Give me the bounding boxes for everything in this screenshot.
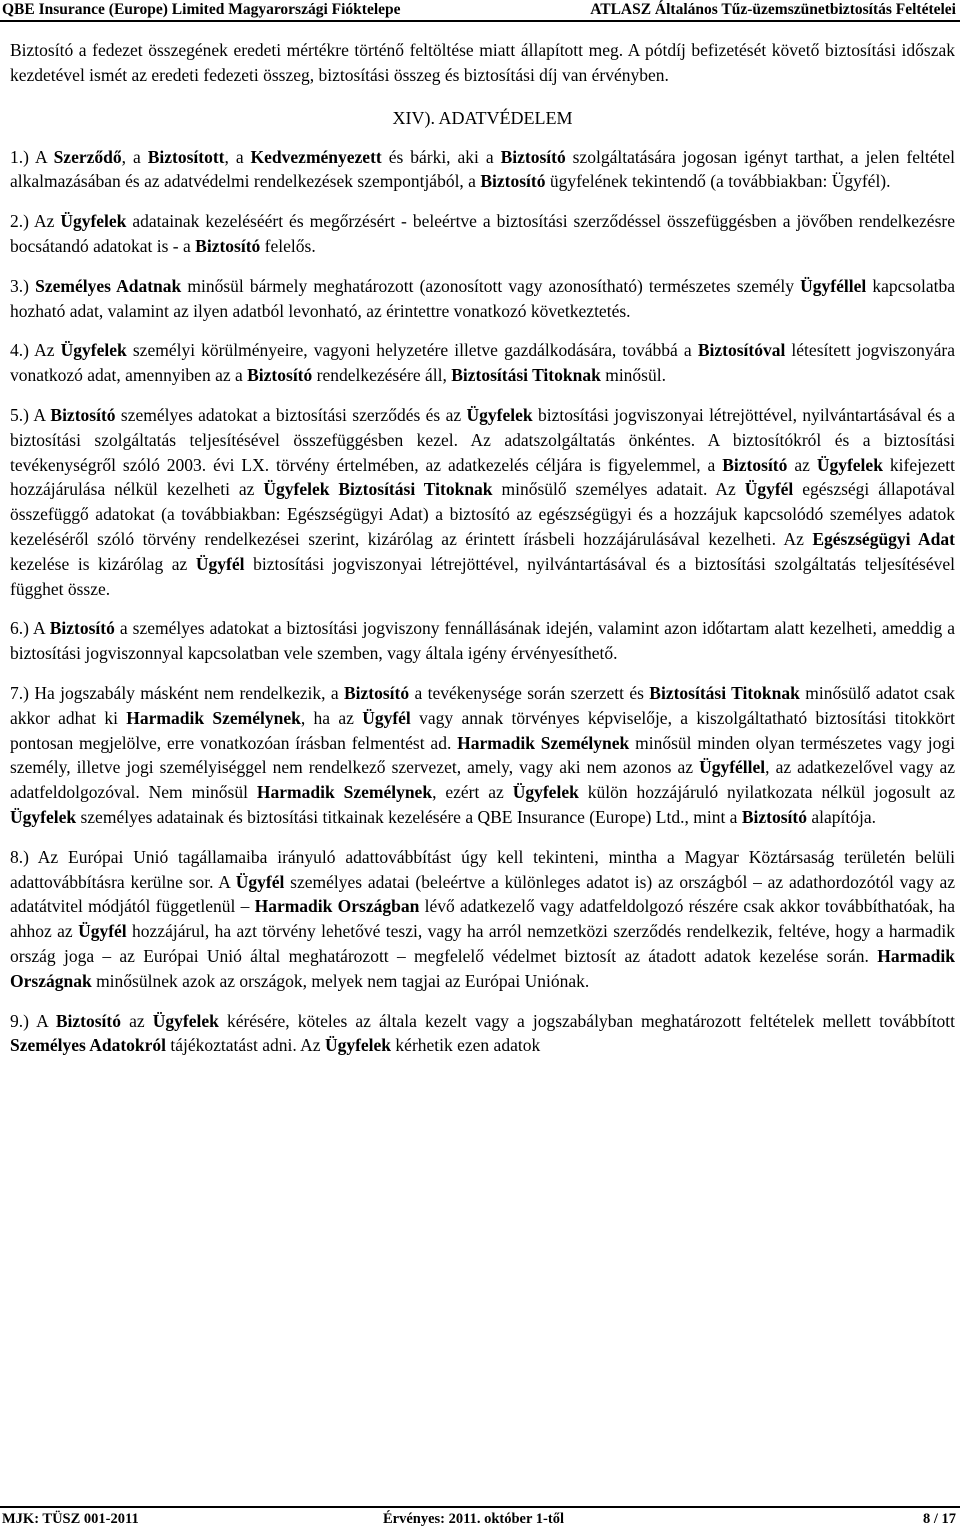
bold-term: Biztosító: [49, 618, 115, 639]
bold-term: Kedvezményezett: [250, 146, 382, 167]
paragraph-text: szolgáltatására jogosan igényt tarthat, a jelen feltétel alkalmazásában és az adatvédelmi rendelkezések szempontjából, a: [10, 146, 955, 192]
bold-term: Ügyfelek: [466, 404, 533, 425]
bold-term: Szerződő: [53, 146, 122, 167]
paragraph-number: 7.): [10, 682, 29, 703]
paragraph-text: személyi körülményeire, vagyoni helyzetére illetve gazdálkodására, továbbá a: [126, 340, 698, 361]
bold-term: Egészségügyi Adat: [812, 528, 955, 549]
paragraph-text: A: [28, 1010, 56, 1031]
bold-term: Biztosító: [55, 1010, 121, 1031]
paragraph-text: biztosítási jogviszonyai létrejöttével, nyilvántartásával és a biztosítási szolgáltatás teljesítésével összefüggésben kezel. Az adatszolgáltatás önkéntes. A biztosítókról és a biztosítási tevékenységről szóló 2003. évi LX. törvény értelmében, az adatkezelés céljára is figyelemmel, a: [10, 404, 955, 475]
footer-validity-date: Érvényes: 2011. október 1-től: [383, 1511, 564, 1527]
bold-term: Biztosított: [147, 146, 225, 167]
paragraph-text: felelős.: [260, 235, 316, 256]
bold-term: Harmadik Országban: [254, 896, 420, 917]
paragraph-text: , a: [224, 146, 251, 167]
numbered-paragraph: [10, 338, 955, 388]
paragraph-text: tájékoztatást adni. Az: [166, 1035, 325, 1056]
paragraph-text: a személyes adatokat a biztosítási jogviszony fennállásának idején, valamint azon időtartam alatt kezelheti, ameddig a biztosítási jogviszonnyal kapcsolatban vele szemben, vagy általa igény érvényesíthető.: [10, 618, 955, 664]
footer-document-code: MJK: TÜSZ 001-2011: [2, 1511, 139, 1527]
paragraph-text: külön hozzájáruló nyilatkozata nélkül jogosult az: [578, 782, 955, 803]
bold-term: Ügyfelek: [152, 1010, 219, 1031]
paragraph-number: 3.): [10, 275, 29, 296]
paragraph-text: és bárki, aki a: [381, 146, 501, 167]
bold-term: Biztosító: [722, 454, 788, 475]
paragraph-text: a tevékenysége során szerzett és: [409, 682, 650, 703]
bold-term: Ügyfél: [235, 871, 285, 892]
paragraph-number: 6.): [10, 618, 29, 639]
paragraph-text: kapcsolatba hozható adat, valamint az ilyen adatból levonható, az érintettre vonatkozó következtetés.: [10, 275, 956, 321]
paragraph-text: minősülő adatot csak akkor adhat ki: [10, 682, 955, 728]
bold-term: Személyes Adatnak: [35, 275, 182, 296]
paragraph-text: , a: [121, 146, 148, 167]
bold-term: Biztosító: [50, 404, 116, 425]
paragraph-text: rendelkezésére áll,: [312, 365, 452, 386]
document-body: [10, 38, 955, 1073]
bold-term: Ügyfelek: [60, 340, 127, 361]
bold-term: Ügyfél: [195, 553, 245, 574]
paragraph-text: Az Európai Unió tagállamaiba irányuló adattovábbítást úgy kell tekinteni, mintha a Magyar Köztársaság területén belüli adattovábbításra kerülne sor. A: [10, 846, 955, 892]
paragraph-text: személyes adatai (beleértve a különleges adatot is) az országból – az adathordozótól vagy az adatátvitel módjától függetlenül –: [10, 871, 956, 917]
bold-term: Ügyfelek: [60, 211, 127, 232]
paragraph-text: biztosítási jogviszonyai létrejöttével, nyilvántartásával és a biztosítási szolgáltatás teljesítésével függhet össze.: [10, 553, 955, 599]
paragraph-text: , az adatkezelővel vagy az adatfeldolgozóval. Nem minősül: [10, 757, 955, 803]
bold-term: Ügyféllel: [699, 757, 766, 778]
bold-term: Ügyféllel: [800, 275, 867, 296]
numbered-paragraph: [10, 209, 955, 259]
paragraph-text: kezelése is kizárólag az: [10, 553, 196, 574]
page-header: [0, 0, 960, 22]
bold-term: Ügyfelek: [324, 1035, 392, 1056]
paragraph-number: 5.): [10, 404, 29, 425]
paragraph-text: személyes adatainak és biztosítási titkainak kezelésére a QBE Insurance (Europe) Ltd., mint a: [76, 806, 742, 827]
numbered-paragraph: [10, 403, 955, 601]
paragraph-text: minősül minden olyan természetes vagy jogi személy, illetve jogi személyiséggel nem rendelkező szervezet, amely, vagy aki nem azonos az: [10, 732, 955, 778]
section-title: XIV). ADATVÉDELEM: [392, 107, 573, 128]
paragraph-text: A: [28, 146, 54, 167]
paragraph-text: hozzájárul, ha azt törvény lehetővé teszi, vagy ha arról nemzetközi szerződés rendelkezik, feltéve, hogy a harmadik ország joga – az Európai Unió által meghatározott – megfelelő védelmet biztosít az átadott adatok kezelése során.: [10, 921, 955, 966]
bold-term: Ügyfelek: [10, 806, 77, 827]
bold-term: Ügyfelek Biztosítási Titoknak: [263, 479, 493, 500]
paragraph-text: A: [28, 404, 51, 425]
paragraph-text: vagy annak törvényes képviselője, a kiszolgáltatható biztosítási titokkört pontosan megjelölve, erre vonatkozóan írásban felmentést ad.: [10, 707, 955, 753]
paragraph-text: minősülő személyes adatait. Az: [492, 479, 745, 500]
paragraph-text: minősülnek azok az országok, melyek nem tagjai az Európai Uniónak.: [91, 970, 590, 991]
bold-term: Ügyfelek: [816, 454, 883, 475]
paragraph-text: létesített jogviszonyára vonatkozó adat, amennyiben az a: [10, 340, 955, 386]
paragraph-text: lévő adatkezelő vagy adatfeldolgozó részére csak akkor továbbíthatóak, ha ahhoz az: [10, 896, 955, 942]
paragraph-text: adatainak kezeléséért és megőrzésért - beleértve a biztosítási szerződéssel összefüggésben a jövőben rendelkezésre bocsátandó adatokat is - a: [10, 211, 955, 256]
paragraph-text: az: [787, 454, 817, 475]
numbered-paragraph: [10, 274, 955, 324]
paragraph-text: kérhetik ezen adatok: [391, 1035, 541, 1056]
bold-term: Biztosítási Titoknak: [451, 365, 601, 386]
paragraph-text: minősül.: [600, 365, 666, 386]
paragraph-text: Ha jogszabály másként nem rendelkezik, a: [28, 682, 344, 703]
bold-term: Biztosító: [195, 235, 261, 256]
bold-term: Biztosítási Titoknak: [649, 682, 800, 703]
bold-term: Harmadik Személynek: [457, 732, 630, 753]
footer-page-number: 8 / 17: [922, 1511, 956, 1527]
bold-term: Biztosítóval: [697, 340, 786, 361]
numbered-paragraph: [10, 681, 955, 830]
bold-term: Ügyfél: [78, 921, 127, 942]
numbered-paragraph: [10, 145, 955, 195]
paragraph-number: 4.): [10, 340, 29, 361]
paragraph-text: egészségi állapotával összefüggő adatokat (a továbbiakban: Egészségügyi Adat) a biztosító az egészségügyi és a hozzájuk kapcsolódó személyes adatok kezeléséről szóló törvény rendelkezései szerint, kizárólag az érintett írásbeli hozzájárulásával kezelheti. Az: [10, 479, 955, 549]
bold-term: Harmadik Személynek: [126, 707, 301, 728]
bold-term: Ügyfél: [362, 707, 411, 728]
bold-term: Biztosító: [343, 682, 410, 703]
paragraph-number: 8.): [10, 846, 29, 867]
bold-term: Harmadik Személynek: [256, 782, 433, 803]
numbered-paragraph: [10, 1009, 955, 1059]
intro-paragraph: Biztosító a fedezet összegének eredeti mértékre történő feltöltése miatt állapított meg. A pótdíj befizetését követő biztosítási időszak kezdetével ismét az eredeti fedezeti összeg, biztosítási összeg és biztosítási díj van érvényben.: [10, 40, 955, 85]
numbered-paragraph: [10, 616, 955, 666]
paragraph-text: az: [121, 1010, 153, 1031]
bold-term: Személyes Adatokról: [10, 1035, 167, 1056]
paragraph-text: kifejezett hozzájárulása nélkül kezelheti az: [10, 454, 955, 500]
paragraph-text: , ezért az: [432, 782, 513, 803]
page-footer: [0, 1506, 960, 1528]
bold-term: Ügyfelek: [512, 782, 579, 803]
bold-term: Biztosító: [247, 365, 313, 386]
paragraph-text: személyes adatokat a biztosítási szerződés és az: [115, 404, 467, 425]
paragraph-text: Az: [28, 211, 61, 232]
numbered-paragraph: [10, 845, 955, 994]
paragraph-number: 9.): [10, 1010, 29, 1031]
paragraph-text: Az: [28, 340, 61, 361]
bold-term: Biztosító: [500, 146, 566, 167]
header-company-name: QBE Insurance (Europe) Limited Magyarországi Fióktelepe: [2, 1, 401, 18]
paragraph-number: 2.): [10, 211, 29, 232]
numbered-paragraphs: [10, 145, 955, 1059]
paragraph-text: ügyfelének tekintendő (a továbbiakban: Ügyfél).: [545, 171, 891, 192]
paragraph-text: A: [28, 618, 50, 639]
paragraph-text: , ha az: [300, 707, 363, 728]
bold-term: Harmadik Országnak: [10, 945, 955, 991]
bold-term: Ügyfél: [744, 479, 794, 500]
paragraph-text: minősül bármely meghatározott (azonosított vagy azonosítható) természetes személy: [181, 275, 801, 296]
paragraph-text: alapítója.: [806, 806, 876, 827]
bold-term: Biztosító: [741, 806, 807, 827]
paragraph-number: 1.): [10, 146, 29, 167]
header-document-title: ATLASZ Általános Tűz-üzemszünetbiztosítás Feltételei: [590, 1, 956, 18]
bold-term: Biztosító: [480, 171, 546, 192]
paragraph-text: kérésére, köteles az általa kezelt vagy a jogszabályban meghatározott feltételek mellett továbbított: [218, 1010, 955, 1031]
